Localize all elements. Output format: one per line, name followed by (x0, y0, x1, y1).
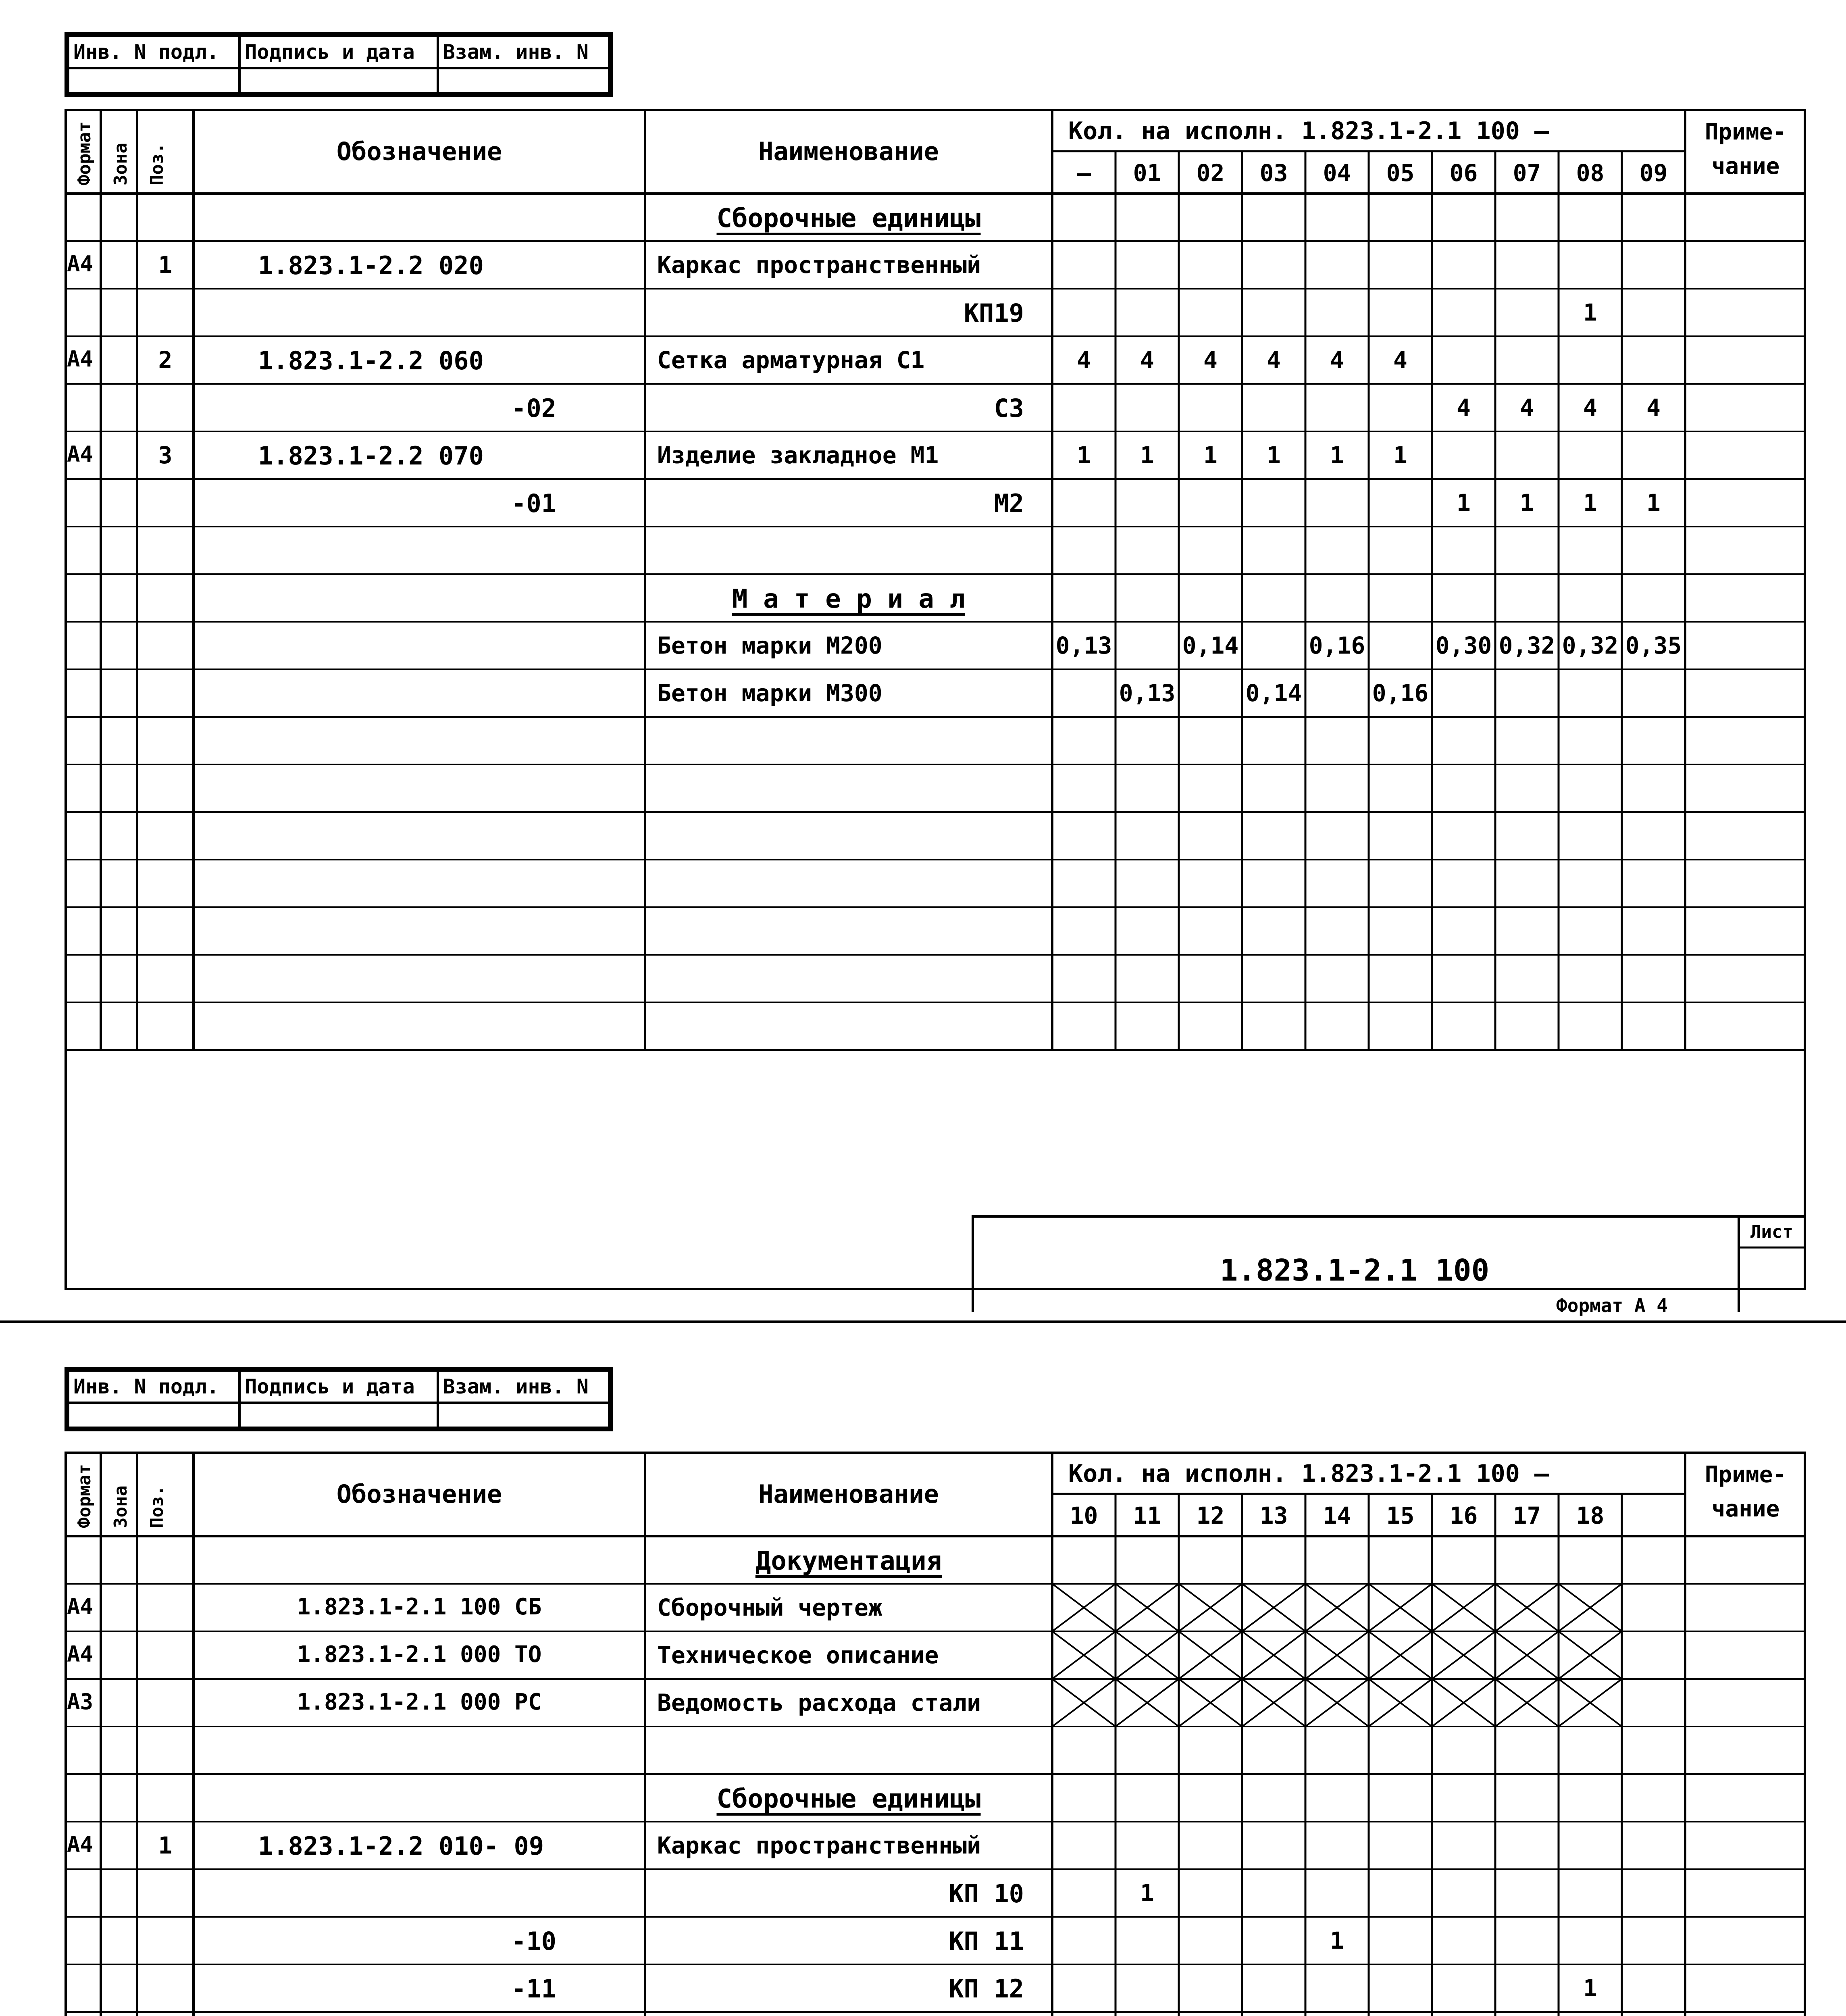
qty-cell: 1 (1457, 489, 1471, 516)
variant-header: 06 (1449, 159, 1478, 187)
spec-sheet-2 (65, 1367, 1806, 2016)
cell-format: А4 (67, 1832, 94, 1857)
stamp-replaced-inv: Взам. инв. N (438, 36, 609, 68)
cell-format: А4 (67, 442, 94, 467)
variant-header: 02 (1196, 159, 1225, 187)
cell-position: 2 (158, 346, 173, 374)
cell-name: М2 (994, 489, 1024, 518)
qty-cell: 1 (1077, 442, 1091, 469)
sheet-separator (0, 1320, 1846, 1323)
cell-name: КП 11 (949, 1926, 1024, 1956)
column-header-pos: Поз. (147, 143, 167, 185)
cell-format: А3 (67, 1689, 94, 1714)
qty-cell: 1 (1583, 489, 1597, 516)
section-heading: Документация (755, 1546, 942, 1576)
cell-position: 3 (158, 442, 173, 469)
cell-name: С3 (994, 394, 1024, 423)
qty-cell: 1 (1520, 489, 1534, 516)
cell-position: 1 (158, 251, 173, 279)
qty-cell: 0,32 (1562, 632, 1619, 659)
cell-name: КП19 (964, 298, 1024, 328)
cell-format: А4 (67, 346, 94, 372)
format-label: Формат А 4 (1556, 1295, 1668, 1316)
spec-sheet-1 (65, 32, 1806, 1316)
qty-cell: 4 (1330, 346, 1344, 374)
stamp-inv-no: Инв. N подл. (68, 36, 239, 68)
cell-designation: 1.823.1-2.1 100 СБ (297, 1594, 542, 1620)
column-header-note: Приме- (1704, 1462, 1787, 1488)
column-header-name: Наименование (758, 1479, 939, 1509)
cell-name: КП 10 (949, 1879, 1024, 1908)
qty-cell: 1 (1140, 442, 1154, 469)
qty-cell: 1 (1330, 442, 1344, 469)
column-header-zone: Зона (110, 1485, 131, 1528)
qty-cell: 1 (1203, 442, 1217, 469)
qty-cell: 0,16 (1309, 632, 1365, 659)
cell-format: А4 (67, 1641, 94, 1667)
qty-cell: 4 (1520, 394, 1534, 421)
qty-cell: 0,16 (1372, 679, 1429, 707)
cell-name: Каркас пространственный (657, 251, 981, 279)
variant-header: 03 (1259, 159, 1288, 187)
cell-designation: -02 (511, 394, 556, 423)
column-header-note: чание (1711, 1496, 1780, 1522)
variant-header: 11 (1133, 1502, 1161, 1529)
variant-header: 16 (1449, 1502, 1478, 1529)
variant-header: 10 (1070, 1502, 1098, 1529)
cell-name: Сборочный чертеж (657, 1594, 882, 1621)
variant-header: 17 (1513, 1502, 1541, 1529)
qty-cell: 0,32 (1498, 632, 1555, 659)
cell-designation: 1.823.1-2.1 000 РС (297, 1689, 542, 1715)
column-header-qty: Кол. на исполн. 1.823.1-2.1 100 — (1068, 1460, 1549, 1488)
qty-cell: 4 (1393, 346, 1407, 374)
variant-header: 15 (1386, 1502, 1415, 1529)
cell-name: Техническое описание (657, 1641, 939, 1669)
qty-cell: 4 (1203, 346, 1217, 374)
column-header-name: Наименование (758, 137, 939, 166)
variant-header: 18 (1576, 1502, 1605, 1529)
cell-designation: -01 (511, 489, 556, 518)
cell-designation: 1.823.1-2.2 060 (258, 346, 484, 375)
column-header-note: Приме- (1704, 119, 1787, 145)
column-header-fmt: Формат (74, 121, 95, 185)
variant-header: — (1077, 159, 1091, 187)
cell-designation: -11 (511, 1974, 556, 2004)
qty-cell: 1 (1330, 1927, 1344, 1954)
section-heading: Сборочные единицы (716, 204, 981, 233)
cell-name: КП 12 (949, 1974, 1024, 2004)
section-heading: Сборочные единицы (716, 1784, 981, 1814)
stamp-replaced-inv: Взам. инв. N (438, 1370, 609, 1403)
column-header-designation: Обозначение (336, 1479, 502, 1509)
cell-format: А4 (67, 1594, 94, 1619)
cell-name: Сетка арматурная С1 (657, 346, 925, 374)
cell-designation: -10 (511, 1926, 556, 1956)
qty-cell: 1 (1393, 442, 1407, 469)
qty-cell: 4 (1646, 394, 1661, 421)
cell-designation: 1.823.1-2.2 020 (258, 251, 484, 280)
cell-position: 1 (158, 1832, 173, 1859)
cell-designation: 1.823.1-2.2 010- 09 (258, 1831, 544, 1861)
sheet-label: Лист (1750, 1222, 1793, 1242)
cell-format: А4 (67, 251, 94, 277)
qty-cell: 4 (1077, 346, 1091, 374)
section-heading: М а т е р и а л (732, 584, 965, 614)
qty-cell: 0,13 (1119, 679, 1176, 707)
stamp-signature-date: Подпись и дата (239, 36, 437, 68)
cell-designation: 1.823.1-2.2 070 (258, 441, 484, 471)
qty-cell: 1 (1583, 1974, 1597, 2002)
qty-cell: 0,13 (1055, 632, 1112, 659)
column-header-note: чание (1711, 153, 1780, 179)
qty-cell: 0,30 (1435, 632, 1492, 659)
stamp-signature-date: Подпись и дата (239, 1370, 437, 1403)
cell-name: Бетон марки М300 (657, 679, 882, 707)
cell-designation: 1.823.1-2.1 000 ТО (297, 1641, 542, 1668)
column-header-fmt: Формат (74, 1464, 95, 1528)
variant-header: 04 (1323, 159, 1351, 187)
variant-header: 13 (1259, 1502, 1288, 1529)
qty-cell: 4 (1583, 394, 1597, 421)
cell-name: Изделие закладное М1 (657, 442, 939, 469)
qty-cell: 1 (1267, 442, 1281, 469)
column-header-qty: Кол. на исполн. 1.823.1-2.1 100 — (1068, 117, 1549, 145)
variant-header: 01 (1133, 159, 1161, 187)
stamp-inv-no: Инв. N подл. (68, 1370, 239, 1403)
cell-name: Ведомость расхода стали (657, 1689, 981, 1716)
qty-cell: 1 (1140, 1879, 1154, 1907)
qty-cell: 1 (1583, 299, 1597, 326)
column-header-designation: Обозначение (336, 137, 502, 166)
variant-header: 08 (1576, 159, 1605, 187)
variant-header: 14 (1323, 1502, 1351, 1529)
cell-name: Каркас пространственный (657, 1832, 981, 1859)
column-header-pos: Поз. (147, 1485, 167, 1528)
qty-cell: 0,14 (1182, 632, 1239, 659)
variant-header: 12 (1196, 1502, 1225, 1529)
qty-cell: 4 (1457, 394, 1471, 421)
qty-cell: 0,14 (1245, 679, 1302, 707)
column-header-zone: Зона (110, 143, 131, 185)
qty-cell: 0,35 (1625, 632, 1682, 659)
qty-cell: 4 (1267, 346, 1281, 374)
variant-header: 07 (1513, 159, 1541, 187)
cell-name: Бетон марки М200 (657, 632, 882, 659)
document-number: 1.823.1-2.1 100 (1220, 1253, 1490, 1288)
qty-cell: 1 (1646, 489, 1661, 516)
qty-cell: 4 (1140, 346, 1154, 374)
variant-header: 09 (1639, 159, 1668, 187)
variant-header: 05 (1386, 159, 1415, 187)
